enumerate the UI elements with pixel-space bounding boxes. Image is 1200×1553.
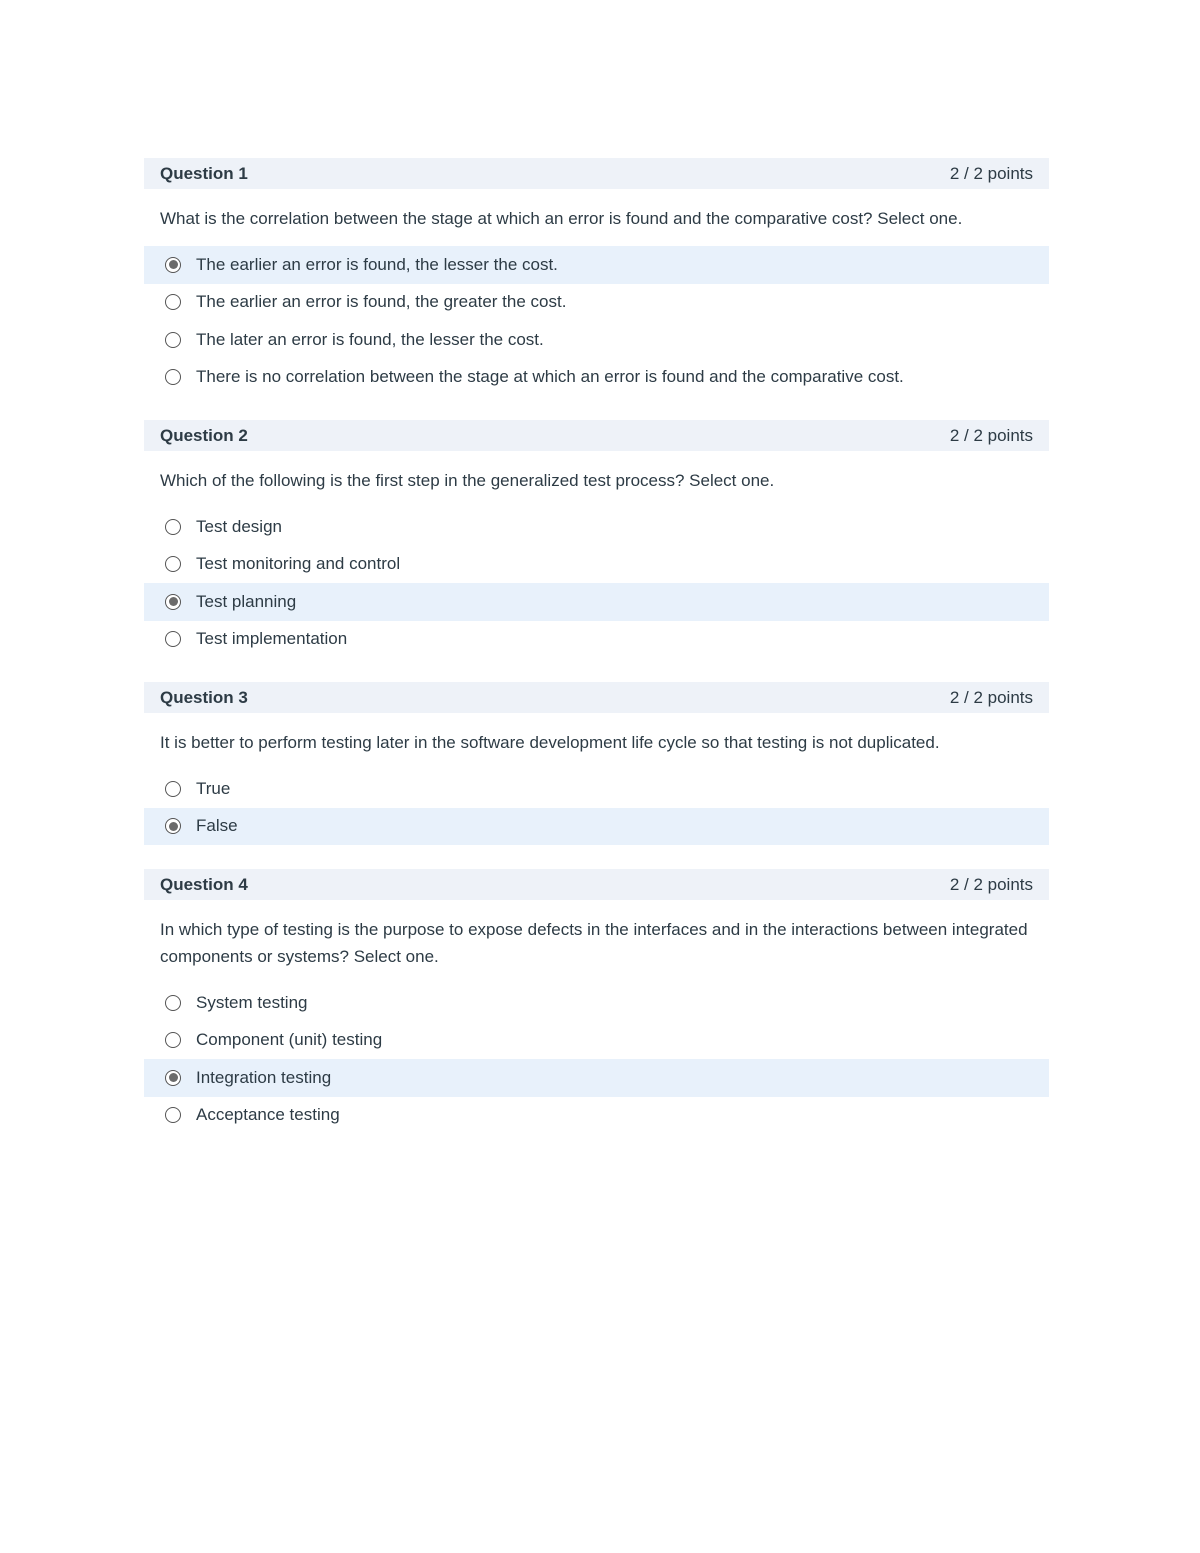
- question-header: [144, 682, 1049, 713]
- radio-button[interactable]: [165, 257, 181, 273]
- question-text: In which type of testing is the purpose to expose defects in the interfaces and in the interactions between integrated components or systems? Select one.: [160, 920, 1028, 966]
- radio-button[interactable]: [165, 519, 181, 535]
- answer-label: The later an error is found, the lesser the cost.: [196, 329, 544, 349]
- question-title: Question 2: [160, 425, 248, 445]
- answer-label: System testing: [196, 992, 308, 1012]
- question-4: [144, 869, 1049, 1134]
- radio-button[interactable]: [165, 369, 181, 385]
- answer-label: There is no correlation between the stage at which an error is found and the comparative cost.: [196, 367, 904, 387]
- question-2: [144, 420, 1049, 658]
- radio-button[interactable]: [165, 1032, 181, 1048]
- answer-option[interactable]: [144, 546, 1049, 584]
- question-title: Question 4: [160, 874, 248, 894]
- answer-label: Integration testing: [196, 1067, 332, 1087]
- radio-button[interactable]: [165, 631, 181, 647]
- answer-label: False: [196, 816, 238, 836]
- answer-label: True: [196, 778, 231, 798]
- question-points: 2 / 2 points: [949, 425, 1033, 445]
- question-points: 2 / 2 points: [949, 874, 1033, 894]
- answer-option[interactable]: [144, 508, 1049, 546]
- answer-label: Acceptance testing: [196, 1105, 340, 1125]
- radio-button[interactable]: [165, 556, 181, 572]
- quiz-results: [144, 158, 1049, 1158]
- question-text: What is the correlation between the stage at which an error is found and the comparative cost? Select one.: [160, 209, 963, 228]
- answer-label: Test design: [196, 516, 282, 536]
- answer-list: [144, 508, 1049, 658]
- answer-option[interactable]: [144, 1097, 1049, 1135]
- answer-option[interactable]: [144, 808, 1049, 846]
- answer-option[interactable]: [144, 246, 1049, 284]
- answer-list: [144, 770, 1049, 845]
- question-3: [144, 682, 1049, 845]
- question-title: Question 3: [160, 687, 248, 707]
- answer-option[interactable]: [144, 284, 1049, 322]
- radio-button[interactable]: [165, 781, 181, 797]
- question-text: It is better to perform testing later in the software development life cycle so that testing is not duplicated.: [160, 733, 940, 752]
- answer-label: The earlier an error is found, the lesser the cost.: [196, 254, 558, 274]
- answer-option[interactable]: [144, 359, 1049, 397]
- answer-label: The earlier an error is found, the greater the cost.: [196, 292, 567, 312]
- answer-option[interactable]: [144, 621, 1049, 659]
- question-text: Which of the following is the first step in the generalized test process? Select one.: [160, 471, 775, 490]
- answer-label: Test implementation: [196, 629, 348, 649]
- answer-label: Test planning: [196, 591, 297, 611]
- question-header: [144, 869, 1049, 900]
- radio-button[interactable]: [165, 1107, 181, 1123]
- answer-label: Component (unit) testing: [196, 1030, 383, 1050]
- question-points: 2 / 2 points: [949, 687, 1033, 707]
- answer-list: [144, 984, 1049, 1134]
- question-header: [144, 158, 1049, 189]
- answer-option[interactable]: [144, 1022, 1049, 1060]
- radio-button[interactable]: [165, 294, 181, 310]
- answer-option[interactable]: [144, 321, 1049, 359]
- radio-button[interactable]: [165, 332, 181, 348]
- question-title: Question 1: [160, 163, 248, 183]
- radio-button[interactable]: [165, 818, 181, 834]
- question-header: [144, 420, 1049, 451]
- answer-option[interactable]: [144, 984, 1049, 1022]
- answer-label: Test monitoring and control: [196, 554, 401, 574]
- question-1: [144, 158, 1049, 396]
- answer-option[interactable]: [144, 583, 1049, 621]
- radio-button[interactable]: [165, 594, 181, 610]
- radio-button[interactable]: [165, 1070, 181, 1086]
- answer-option[interactable]: [144, 770, 1049, 808]
- answer-option[interactable]: [144, 1059, 1049, 1097]
- question-points: 2 / 2 points: [949, 163, 1033, 183]
- answer-list: [144, 246, 1049, 396]
- radio-button[interactable]: [165, 995, 181, 1011]
